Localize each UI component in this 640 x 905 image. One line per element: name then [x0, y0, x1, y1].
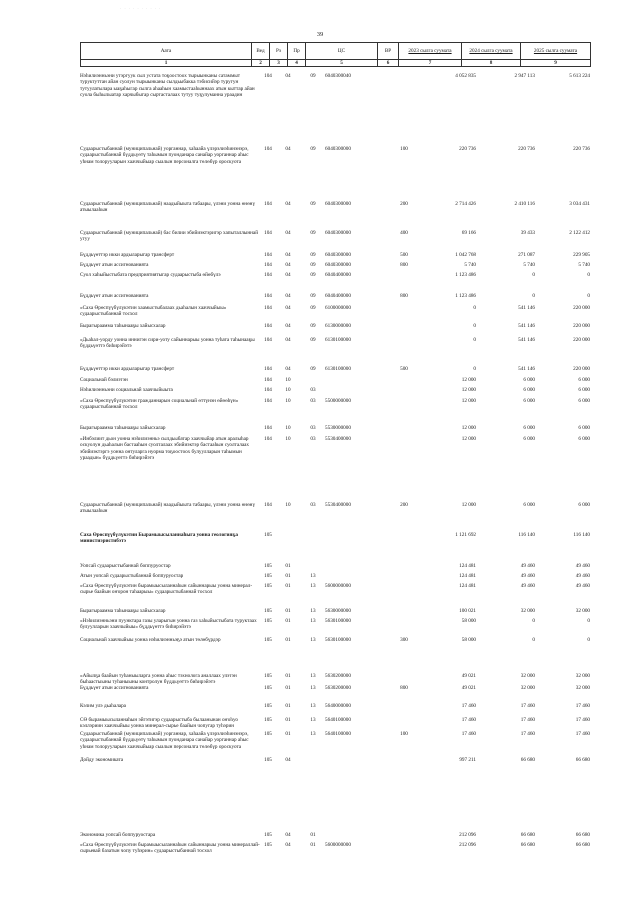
cell-cs: 6040300000	[325, 262, 351, 268]
cell-pr: 13	[310, 608, 316, 614]
cell-pr: 13	[310, 717, 316, 723]
cell-ved: 105	[264, 842, 272, 848]
cell-rz: 04	[285, 252, 291, 258]
cell-y2024: 17 460	[520, 717, 535, 723]
cell-ved: 104	[264, 337, 272, 343]
cell-pr: 09	[310, 337, 316, 343]
cell-name: Социальнай хааччыйыы уонна нэһилиэнньэҕэ атын төлөбүрдэр	[80, 637, 221, 643]
page-number: 39	[316, 31, 324, 38]
cell-y2025: 32 000	[575, 673, 590, 679]
cell-name: Суол хаһыйыстыбата предприятиятыгар судаарыстыба өйөбүлэ	[80, 272, 221, 278]
cell-y2025: 0	[587, 293, 590, 299]
cell-y2024: 0	[532, 272, 535, 278]
cell-name: Судаарыстыбаннай (муниципальнай) бас билии эбийиэктэригэр хапыталлыннай угуу	[80, 230, 259, 243]
cell-rz: 01	[285, 637, 291, 643]
cell-y2025: 32 000	[575, 685, 590, 691]
cell-y2024: 0	[532, 637, 535, 643]
cell-cs: 5630100000	[325, 618, 351, 624]
cell-y2025: 49 460	[575, 573, 590, 579]
cell-rz: 01	[285, 717, 291, 723]
cell-y2025: 0	[587, 618, 590, 624]
cell-y2023: 12 000	[461, 377, 476, 383]
cell-rz: 04	[285, 272, 291, 278]
cell-rz: 04	[285, 262, 291, 268]
cell-y2023: 212 096	[459, 842, 476, 848]
cell-y2024: 49 460	[520, 583, 535, 589]
cell-ved: 104	[264, 201, 272, 207]
cell-rz: 10	[285, 387, 291, 393]
cell-y2023: 124 481	[459, 563, 476, 569]
cell-name: Бүддьүөт атын ассигнованията	[80, 685, 149, 691]
cell-y2024: 541 146	[518, 366, 535, 372]
cell-y2023: 124 481	[459, 573, 476, 579]
cell-rz: 04	[285, 366, 291, 372]
colnum-6: 6	[378, 60, 399, 67]
cell-pr: 03	[310, 436, 316, 442]
cell-ved: 105	[264, 608, 272, 614]
cell-name: Бырагыраамма таһынааҕы хайысхалар	[80, 608, 166, 614]
cell-vr: 800	[400, 262, 408, 268]
cell-pr: 03	[310, 502, 316, 508]
cell-y2024: 0	[532, 618, 535, 624]
cell-y2023: 1 121 692	[455, 532, 476, 538]
cell-ved: 104	[264, 146, 272, 152]
cell-y2025: 17 460	[575, 703, 590, 709]
cell-ved: 105	[264, 717, 272, 723]
header-rz: Рз	[270, 43, 288, 60]
cell-name: Нэһилиэнньэни социальнай хааччыйыыта	[80, 387, 173, 393]
header-2025-text: 2025 сылга суумата	[533, 48, 578, 54]
cell-pr: 13	[310, 618, 316, 624]
cell-name: Судаарыстыбаннай (муниципальнай) наадыйыыта табаары, үлэни уонна өнөнү атыылааһын	[80, 502, 256, 515]
cell-name: «Саха Өрөспүүбүлүкэтин бырамыысыланнаһын сайыннарыы уонна минераллай-сырьевай базатын чопу туһэрин» судаарыстыбаннай тосхол	[80, 842, 260, 855]
cell-pr: 13	[310, 685, 316, 691]
cell-y2025: 6 000	[578, 425, 590, 431]
cell-y2025: 6 000	[578, 398, 590, 404]
cell-rz: 04	[285, 230, 291, 236]
cell-y2024: 116 140	[518, 532, 535, 538]
cell-vr: 200	[400, 201, 408, 207]
cell-cs: 6100000000	[325, 305, 351, 311]
cell-vr: 500	[400, 366, 408, 372]
cell-rz: 01	[285, 583, 291, 589]
cell-cs: 5630200000	[325, 673, 351, 679]
cell-y2023: 997 211	[459, 757, 476, 763]
cell-rz: 10	[285, 377, 291, 383]
cell-rz: 01	[285, 608, 291, 614]
cell-pr: 09	[310, 252, 316, 258]
cell-rz: 01	[285, 673, 291, 679]
cell-y2024: 32 000	[520, 608, 535, 614]
cell-rz: 04	[285, 842, 291, 848]
cell-y2023: 58 000	[461, 637, 476, 643]
cell-y2024: 6 000	[523, 502, 535, 508]
cell-vr: 300	[400, 637, 408, 643]
cell-y2024: 271 087	[518, 252, 535, 258]
cell-ved: 104	[264, 252, 272, 258]
cell-pr: 09	[310, 293, 316, 299]
cell-ved: 105	[264, 673, 272, 679]
cell-ved: 105	[264, 618, 272, 624]
cell-y2025: 49 460	[575, 583, 590, 589]
header-cs: ЦС	[306, 43, 378, 60]
cell-ved: 105	[264, 563, 272, 569]
cell-pr: 09	[310, 201, 316, 207]
cell-y2024: 0	[532, 293, 535, 299]
cell-name: Нэһилиэнньэни утэргуук сыл устата тоҕоостоох тырыынканы сатаммыт туруктуттан айан суолун тырыынканы сылдьыбакка тэбисийэр туругун тутуулатылара ыаҕаһыгар сылга аһааһын хаамыстааһыннаах атын кыттар айан суола быһылыатар харчыбыгар сыртасталаах тутуу туҕулуманна ураадин	[80, 73, 255, 99]
cell-y2023: 17 460	[461, 731, 476, 737]
cell-y2024: 17 460	[520, 731, 535, 737]
cell-rz: 10	[285, 398, 291, 404]
colnum-1: 1	[81, 60, 252, 67]
cell-cs: 5640000000	[325, 703, 351, 709]
cell-pr: 01	[310, 832, 316, 838]
cell-y2023: 1 042 768	[455, 252, 476, 258]
cell-cs: 5630200000	[325, 685, 351, 691]
cell-y2024: 5 740	[523, 262, 535, 268]
cell-y2024: 66 680	[520, 842, 535, 848]
cell-y2024: 6 000	[523, 387, 535, 393]
colnum-3: 3	[270, 60, 288, 67]
cell-y2023: 0	[473, 337, 476, 343]
cell-y2023: 100 021	[459, 608, 476, 614]
cell-y2025: 6 000	[578, 502, 590, 508]
cell-rz: 01	[285, 731, 291, 737]
cell-pr: 03	[310, 398, 316, 404]
cell-ved: 105	[264, 637, 272, 643]
cell-y2023: 0	[473, 366, 476, 372]
cell-y2023: 49 021	[461, 685, 476, 691]
colnum-5: 5	[306, 60, 378, 67]
cell-rz: 04	[285, 337, 291, 343]
cell-pr: 13	[310, 637, 316, 643]
cell-pr: 09	[310, 366, 316, 372]
cell-ved: 105	[264, 703, 272, 709]
cell-y2025: 6 000	[578, 387, 590, 393]
cell-pr: 09	[310, 146, 316, 152]
cell-y2024: 6 000	[523, 377, 535, 383]
cell-ved: 105	[264, 573, 272, 579]
cell-y2025: 116 140	[573, 532, 590, 538]
cell-name: Бырагыраамма таһынааҕы хайысхалар	[80, 425, 166, 431]
cell-cs: 5600000000	[325, 583, 351, 589]
table-header	[80, 42, 591, 67]
cell-y2024: 220 736	[518, 146, 535, 152]
cell-name: Бүддьүөттэр икки ардыларыгар трансферт	[80, 366, 175, 372]
cell-rz: 04	[285, 832, 291, 838]
cell-ved: 104	[264, 73, 272, 79]
cell-name: Социальнай бэлиэтэн	[80, 377, 128, 383]
cell-pr: 03	[310, 387, 316, 393]
cell-cs: 5530400000	[325, 502, 351, 508]
cell-y2023: 12 000	[461, 436, 476, 442]
cell-name: Судаарыстыбаннай (муниципальнай) уорганнар, хаһаайа үлэрэлиэһинэнэрэ, судаарыстыбаннай бүддьүөтү таһымын пуонданара санайар уорганнар аһыс уһнам толорууларын хааччыйыар сыалын персоналга төлөбүр ороскуота	[80, 731, 249, 750]
cell-vr: 100	[400, 731, 408, 737]
cell-name: «Дьаһал-уорду уонна иннигэн сири-уоту сайыннарыы уонна туһата таһынааҕы бүддьүөттэ биһирэйэтэ	[80, 337, 255, 350]
cell-rz: 01	[285, 563, 291, 569]
cell-name: «Саха Өрөспүүбүлүкэтин хаамыстыбалаах дьаһалын хааччыйыы» судаарыстыбаннай тосхол	[80, 305, 227, 318]
cell-ved: 104	[264, 272, 272, 278]
cell-y2023: 49 021	[461, 673, 476, 679]
cell-y2024: 541 146	[518, 323, 535, 329]
cell-rz: 10	[285, 502, 291, 508]
cell-y2025: 5 740	[578, 262, 590, 268]
cell-cs: 6130100000	[325, 366, 351, 372]
cell-y2023: 4 052 835	[455, 73, 476, 79]
cell-name: Саха Өрөспүүбүлүкэтин Бырамыысыланнаһыга уонна геологияҕа министиэристибэтэ	[80, 532, 238, 545]
cell-cs: 6040300000	[325, 201, 351, 207]
cell-vr: 500	[400, 252, 408, 258]
cell-rz: 04	[285, 201, 291, 207]
header-pr: Пр	[288, 43, 306, 60]
cell-rz: 04	[285, 73, 291, 79]
cell-name: Дойду экономиката	[80, 757, 124, 763]
cell-cs: 6040300000	[325, 146, 351, 152]
cell-pr: 09	[310, 230, 316, 236]
cell-y2025: 229 905	[573, 252, 590, 258]
cell-y2023: 2 714 426	[455, 201, 476, 207]
scan-marks: · · · · · · · · · ·	[120, 6, 162, 11]
cell-rz: 04	[285, 323, 291, 329]
cell-y2025: 0	[587, 637, 590, 643]
cell-y2023: 17 460	[461, 717, 476, 723]
cell-cs: 6040300040	[325, 73, 351, 79]
cell-ved: 104	[264, 398, 272, 404]
cell-name: Кэлим улэ дьаһалара	[80, 703, 126, 709]
cell-y2025: 0	[587, 272, 590, 278]
cell-cs: 6040400000	[325, 272, 351, 278]
cell-cs: 6040300000	[325, 252, 351, 258]
cell-y2023: 12 000	[461, 425, 476, 431]
cell-ved: 105	[264, 685, 272, 691]
cell-ved: 104	[264, 377, 272, 383]
cell-name: Бырагыраамма таһынааҕы хайысхалар	[80, 323, 166, 329]
cell-y2025: 220 000	[573, 305, 590, 311]
cell-rz: 10	[285, 436, 291, 442]
cell-y2024: 6 000	[523, 425, 535, 431]
cell-rz: 04	[285, 305, 291, 311]
cell-y2024: 541 146	[518, 305, 535, 311]
header-2024-text: 2024 сылга суумата	[469, 48, 513, 54]
cell-ved: 104	[264, 262, 272, 268]
cell-y2023: 5 740	[464, 262, 476, 268]
cell-name: Судаарыстыбаннай (муниципальнай) уорганнар, хаһаайа үлэрэлиэһинэнэрэ, судаарыстыбаннай бүддьүөтү таһымын пуонданара санайар уорганнар аһыс уһнам толорууларын хааччыйыар сыалын персоналга төлөбүр ороскуота	[80, 146, 249, 165]
cell-y2025: 220 000	[573, 323, 590, 329]
cell-y2023: 12 000	[461, 387, 476, 393]
cell-y2024: 17 460	[520, 703, 535, 709]
cell-ved: 105	[264, 731, 272, 737]
header-2023-text: 2023 сылга суумата	[408, 48, 452, 54]
cell-cs: 6130100000	[325, 337, 351, 343]
cell-pr: 09	[310, 262, 316, 268]
cell-rz: 04	[285, 757, 291, 763]
cell-y2023: 0	[473, 305, 476, 311]
cell-y2024: 49 460	[520, 563, 535, 569]
cell-cs: 5630000000	[325, 608, 351, 614]
cell-y2024: 66 680	[520, 832, 535, 838]
cell-ved: 105	[264, 583, 272, 589]
cell-pr: 13	[310, 731, 316, 737]
cell-y2025: 220 736	[573, 146, 590, 152]
cell-y2023: 17 460	[461, 703, 476, 709]
cell-rz: 04	[285, 293, 291, 299]
cell-vr: 200	[400, 502, 408, 508]
cell-y2023: 69 166	[461, 230, 476, 236]
cell-y2024: 39 433	[520, 230, 535, 236]
cell-name: «Айылҕа баайын туһаныыларга уонна аһыс тэхнолога аналлаах улэтэн быһаастыыны туһаныыны контролун бүддьүөттэ биһирэйэтэ	[80, 673, 237, 686]
cell-name: Бүддьүөт атын ассигнованията	[80, 293, 149, 299]
cell-ved: 104	[264, 305, 272, 311]
cell-y2023: 0	[473, 323, 476, 329]
header-ved: Вед	[252, 43, 270, 60]
cell-y2024: 541 146	[518, 337, 535, 343]
cell-name: СӨ бырамыысыланнаһын эйгэтигэр судаарыстыба былаанынан оҥоһуо кэллэриин хааччыйыы уонна минерал-сырье баайын чопугар туһэрин	[80, 717, 239, 730]
colnum-2: 2	[252, 60, 270, 67]
cell-y2023: 212 096	[459, 832, 476, 838]
cell-ved: 104	[264, 502, 272, 508]
cell-cs: 6130000000	[325, 323, 351, 329]
cell-pr: 01	[310, 842, 316, 848]
cell-vr: 800	[400, 293, 408, 299]
cell-rz: 10	[285, 425, 291, 431]
cell-y2025: 66 680	[575, 757, 590, 763]
cell-name: Атын уопсай судаарыстыбаннай боппуруостар	[80, 573, 184, 579]
cell-y2025: 3 034 431	[569, 201, 590, 207]
cell-ved: 104	[264, 366, 272, 372]
colnum-4: 4	[288, 60, 306, 67]
cell-ved: 104	[264, 425, 272, 431]
cell-y2025: 66 680	[575, 842, 590, 848]
cell-cs: 5640100000	[325, 731, 351, 737]
cell-y2023: 58 000	[461, 618, 476, 624]
cell-pr: 09	[310, 73, 316, 79]
cell-pr: 09	[310, 272, 316, 278]
header-2025	[521, 43, 591, 60]
cell-pr: 13	[310, 583, 316, 589]
cell-ved: 104	[264, 436, 272, 442]
cell-y2023: 12 000	[461, 398, 476, 404]
cell-cs: 5500000000	[325, 398, 351, 404]
cell-name: «Инбэлиит дьон уонна нэһилиэнньэ сылдьыбатар хааччыйар атын аралыһар оскуолун дьаһалын бастааһын суолталаах эбийиэктэр бастааһын суолталаах эбийиэктэргэ уонна онтуларга нуорма тоҕоостоох булуулларын таһымын ураадын» бүддьүөттэ биһирэйэтэ	[80, 436, 250, 462]
cell-pr: 09	[310, 305, 316, 311]
cell-rz: 01	[285, 703, 291, 709]
cell-cs: 5640100000	[325, 717, 351, 723]
cell-ved: 104	[264, 293, 272, 299]
cell-pr: 13	[310, 703, 316, 709]
cell-rz: 01	[285, 618, 291, 624]
colnum-8: 8	[462, 60, 521, 67]
cell-cs: 5530400000	[325, 436, 351, 442]
cell-rz: 04	[285, 146, 291, 152]
cell-name: Экономика уопсай боппуруостара	[80, 832, 156, 838]
header-vr: ВР	[378, 43, 399, 60]
cell-ved: 105	[264, 532, 272, 538]
cell-name: Уопсай судаарыстыбаннай боппуруостар	[80, 563, 171, 569]
cell-pr: 13	[310, 573, 316, 579]
cell-cs: 5630100000	[325, 637, 351, 643]
cell-name: «Нэһилиэнньэни пуунктара газы уларыгын уонна газ хаһыйыстыбата туруктаах булуулларын хааччыйыы» бүддьүөттэ биһирэйэтэ	[80, 618, 257, 631]
cell-ved: 105	[264, 832, 272, 838]
cell-y2023: 1 123 486	[455, 272, 476, 278]
cell-name: «Саха Өрөспүүбүлүкэтин бырамыысыланнаһын сайыннарыы уонна минерал-сырье баайын оҥорон таһаарыы» судаарыстыбаннай тосхол	[80, 583, 253, 596]
cell-y2025: 32 000	[575, 608, 590, 614]
header-name: Аата	[81, 43, 252, 60]
cell-ved: 104	[264, 387, 272, 393]
cell-ved: 104	[264, 230, 272, 236]
cell-y2023: 1 123 486	[455, 293, 476, 299]
cell-y2024: 6 000	[523, 436, 535, 442]
cell-y2025: 49 460	[575, 563, 590, 569]
cell-y2025: 6 000	[578, 377, 590, 383]
cell-y2023: 220 736	[459, 146, 476, 152]
cell-name: Бүддьүөт атын ассигнованията	[80, 262, 149, 268]
cell-y2024: 32 000	[520, 673, 535, 679]
cell-y2024: 6 000	[523, 398, 535, 404]
cell-cs: 6040400000	[325, 293, 351, 299]
cell-y2024: 49 460	[520, 573, 535, 579]
cell-vr: 100	[400, 146, 408, 152]
colnum-7: 7	[399, 60, 462, 67]
cell-name: Бүддьүөттэр икки ардыларыгар трансферт	[80, 252, 175, 258]
cell-y2024: 66 680	[520, 757, 535, 763]
cell-y2025: 5 613 224	[569, 73, 590, 79]
cell-name: «Саха Өрөспүүбүлүкэтин гражданнарын социальнай өттүнэн өйөөһүн» судаарыстыбаннай тосхол	[80, 398, 239, 411]
header-2024	[462, 43, 521, 60]
cell-vr: 400	[400, 230, 408, 236]
header-2023	[399, 43, 462, 60]
cell-rz: 01	[285, 573, 291, 579]
cell-y2025: 220 000	[573, 337, 590, 343]
cell-cs: 5600000000	[325, 842, 351, 848]
cell-y2023: 12 000	[461, 502, 476, 508]
cell-y2024: 32 000	[520, 685, 535, 691]
cell-pr: 03	[310, 425, 316, 431]
cell-ved: 105	[264, 757, 272, 763]
cell-y2025: 66 680	[575, 832, 590, 838]
cell-pr: 09	[310, 323, 316, 329]
cell-y2025: 17 460	[575, 717, 590, 723]
cell-cs: 6040300000	[325, 230, 351, 236]
cell-y2025: 2 122 412	[569, 230, 590, 236]
cell-y2024: 2 947 113	[514, 73, 535, 79]
cell-vr: 800	[400, 685, 408, 691]
colnum-9: 9	[521, 60, 591, 67]
cell-y2025: 6 000	[578, 436, 590, 442]
cell-rz: 01	[285, 685, 291, 691]
cell-pr: 13	[310, 673, 316, 679]
cell-y2023: 124 481	[459, 583, 476, 589]
cell-y2025: 17 460	[575, 731, 590, 737]
cell-name: Судаарыстыбаннай (муниципальнай) наадыйыыта табаары, үлэни уонна өнөнү атыылааһын	[80, 201, 256, 214]
cell-y2025: 220 000	[573, 366, 590, 372]
cell-ved: 104	[264, 323, 272, 329]
cell-cs: 5530000000	[325, 425, 351, 431]
cell-y2024: 2 410 116	[514, 201, 535, 207]
